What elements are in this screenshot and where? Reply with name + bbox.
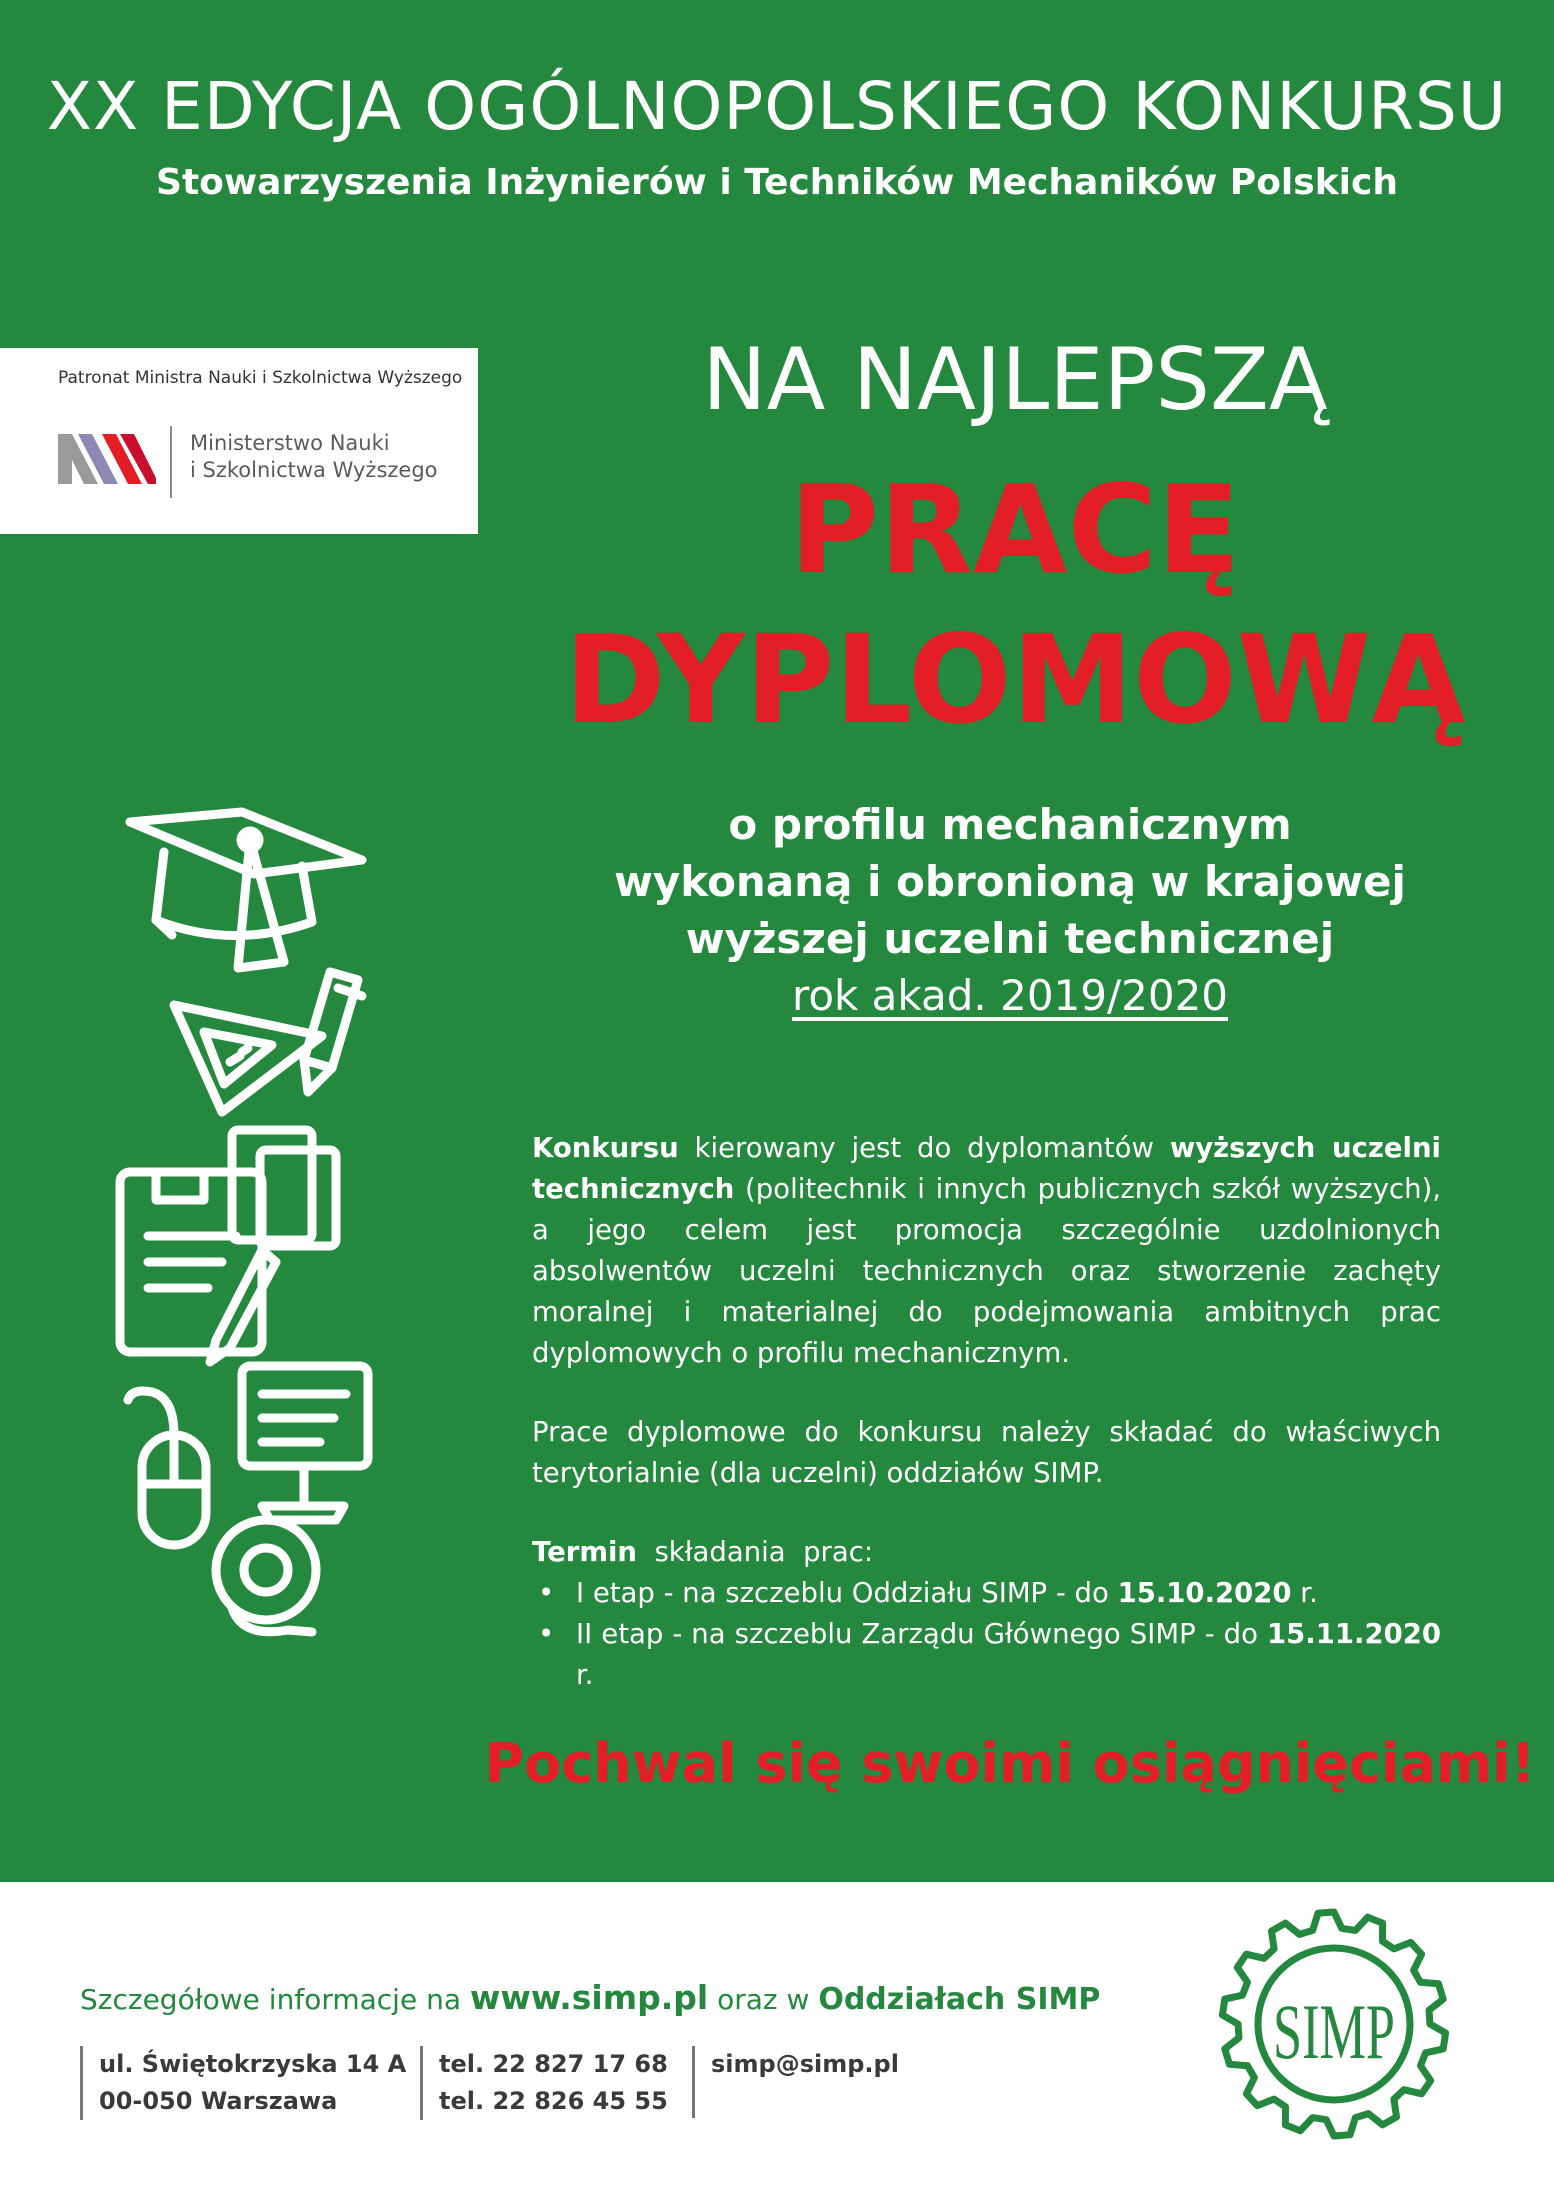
- headline-line1: NA NAJLEPSZĄ: [702, 330, 1328, 430]
- description: [532, 1128, 1441, 1696]
- education-icons: [112, 800, 392, 1650]
- monitor-icon: [242, 1366, 368, 1520]
- phone-block: tel. 22 827 17 68 tel. 22 826 45 55: [420, 2046, 668, 2120]
- deadline-stage-2: • II etap - na szczeblu Zarządu Głównego SIMP - do 15.11.2020 r.: [532, 1614, 1441, 1696]
- patronage-label: Patronat Ministra Nauki i Szkolnictwa Wyższego: [58, 368, 463, 388]
- email-block: [692, 2046, 899, 2118]
- document-icon: [120, 1130, 336, 1362]
- contest-title: XX EDYCJA OGÓLNOPOLSKIEGO KONKURSU: [46, 68, 1508, 145]
- headline-red: [520, 455, 1510, 755]
- pencil-icon: [304, 972, 362, 1092]
- website-link[interactable]: www.simp.pl: [469, 1978, 709, 2017]
- logo-divider: [170, 426, 172, 498]
- graduation-cap-icon: [130, 812, 362, 968]
- webcam-icon: [216, 1520, 316, 1632]
- patronage-box: [0, 348, 478, 534]
- more-info-line: Szczegółowe informacje na www.simp.pl oraz w Oddziałach SIMP: [80, 1978, 1101, 2017]
- organization-subtitle: Stowarzyszenia Inżynierów i Techników Mechaników Polskich: [156, 162, 1398, 203]
- email-link[interactable]: simp@simp.pl: [711, 2050, 899, 2078]
- deadline-list: [532, 1573, 1441, 1696]
- slogan: Pochwal się swoimi osiągnięciami!: [484, 1732, 1536, 1795]
- academic-year: rok akad. 2019/2020: [791, 971, 1229, 1020]
- simp-gear-logo: [1218, 1908, 1450, 2140]
- branches-link: Oddziałach SIMP: [818, 1982, 1101, 2017]
- ministry-name: Ministerstwo Nauki i Szkolnictwa Wyższego: [190, 431, 438, 482]
- deadline-heading: Termin składania prac:: [532, 1536, 874, 1568]
- simp-logo-text: SIMP: [1273, 1988, 1395, 2075]
- profile-text: o profilu mechanicznym wykonaną i obronioną w krajowej wyższej uczelni technicznej rok akad. 2019/2020: [560, 796, 1460, 1024]
- description-paragraph-1: Konkursu kierowany jest do dyplomantów wyższych uczelni technicznych (politechnik i innych publicznych szkół wyższych), a jego celem jest promocja szczególnie uzdolnionych absolwentów uczelni technicznych oraz stworzenie zachęty moralnej i materialnej do podejmowania ambitnych prac dyplomowych o profilu mechanicznym.: [532, 1132, 1441, 1369]
- deadline-stage-1: • I etap - na szczeblu Oddziału SIMP - do 15.10.2020 r.: [532, 1573, 1441, 1614]
- address-block: ul. Świętokrzyska 14 A 00-050 Warszawa: [80, 2046, 406, 2120]
- mouse-icon: [128, 1391, 206, 1545]
- headline-line3: DYPLOMOWĄ: [564, 609, 1466, 751]
- description-paragraph-2: Prace dyplomowe do konkursu należy składać do właściwych terytorialnie (dla uczelni) oddziałów SIMP.: [532, 1416, 1441, 1489]
- ministry-logo-icon: [58, 428, 156, 484]
- headline-line2: PRACĘ: [789, 459, 1241, 601]
